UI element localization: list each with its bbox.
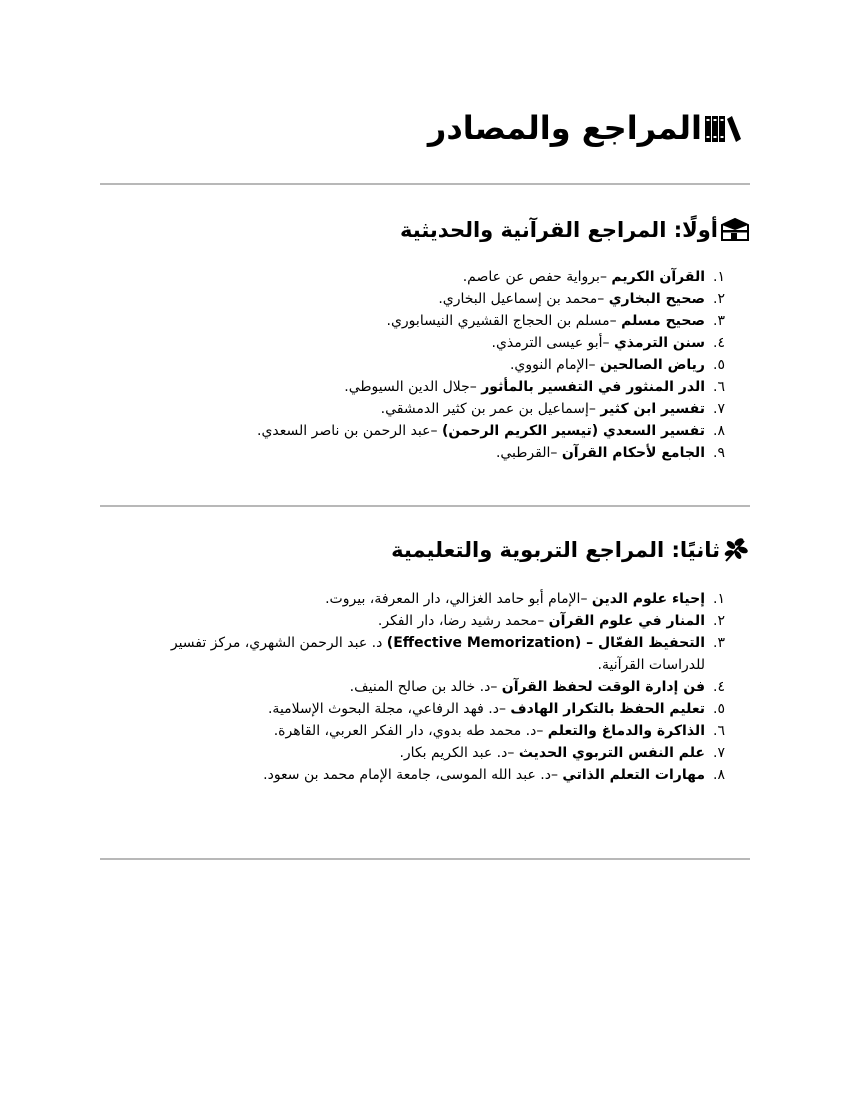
divider — [100, 183, 750, 185]
list-item — [257, 420, 725, 442]
books-icon — [704, 113, 742, 143]
book-author: د. عبد الكريم بكار. — [399, 745, 508, 761]
book-author: جلال الدين السيوطي. — [344, 379, 470, 395]
item-number: ٨. — [713, 423, 725, 439]
book-author: د. خالد بن صالح المنيف. — [349, 679, 491, 695]
book-author: إسماعيل بن عمر بن كثير الدمشقي. — [380, 401, 589, 417]
book-author: د. محمد طه بدوي، دار الفكر العربي، القاهرة. — [273, 723, 537, 739]
book-title: رياض الصالحين — [599, 357, 705, 373]
book-author: الإمام أبو حامد الغزالي، دار المعرفة، بيروت. — [325, 591, 581, 607]
book-author: د. عبد الرحمن الشهري، مركز تفسير للدراسات القرآنية. — [170, 635, 705, 673]
book-author: القرطبي. — [495, 445, 551, 461]
book-title: مهارات التعلم الذاتي — [562, 767, 705, 783]
book-title: سنن الترمذي — [613, 335, 705, 351]
item-number: ٤. — [713, 679, 725, 695]
list-item — [257, 266, 725, 288]
item-number: ٦. — [713, 723, 725, 739]
book-title: صحيح مسلم — [621, 313, 705, 329]
separator: – — [588, 401, 601, 417]
separator: – — [469, 379, 482, 395]
book-author: محمد بن إسماعيل البخاري. — [438, 291, 598, 307]
separator: – — [550, 767, 563, 783]
item-number: ٦. — [713, 379, 725, 395]
kaaba-icon — [720, 217, 750, 243]
references-list-quranic — [257, 266, 725, 464]
item-number: ٣. — [713, 313, 725, 329]
book-title: تفسير السعدي (تيسير الكريم الرحمن) — [441, 423, 705, 439]
list-item — [135, 676, 725, 698]
section-title-educational — [391, 533, 750, 567]
list-item — [135, 742, 725, 764]
references-list-educational — [135, 588, 725, 786]
item-number: ٥. — [713, 357, 725, 373]
book-title: تعليم الحفظ بالتكرار الهادف — [510, 701, 705, 717]
item-number: ٧. — [713, 401, 725, 417]
list-item — [135, 610, 725, 632]
separator: – — [430, 423, 442, 439]
list-item — [257, 354, 725, 376]
item-number: ٧. — [713, 745, 725, 761]
book-title: المنار في علوم القرآن — [548, 613, 705, 629]
book-title: الذاكرة والدماغ والتعلم — [547, 723, 705, 739]
separator: – — [536, 723, 548, 739]
list-item — [257, 376, 725, 398]
separator: – — [550, 445, 562, 461]
separator: – — [490, 679, 502, 695]
book-title: فن إدارة الوقت لحفظ القرآن — [501, 679, 705, 695]
list-item — [135, 698, 725, 720]
item-number: ٢. — [713, 613, 725, 629]
book-author: عبد الرحمن بن ناصر السعدي. — [257, 423, 431, 439]
separator: – — [507, 745, 519, 761]
item-number: ٥. — [713, 701, 725, 717]
item-number: ٣. — [713, 635, 725, 651]
book-title: علم النفس التربوي الحديث — [518, 745, 705, 761]
book-author: مسلم بن الحجاج القشيري النيسابوري. — [386, 313, 610, 329]
book-title: التحفيظ الفعّال – (Effective Memorization) — [386, 635, 705, 651]
list-item — [257, 398, 725, 420]
leaf-icon — [722, 536, 750, 564]
book-title: إحياء علوم الدين — [591, 591, 705, 607]
book-author: الإمام النووي. — [509, 357, 589, 373]
book-title: صحيح البخاري — [608, 291, 705, 307]
list-item — [135, 632, 725, 676]
item-number: ٤. — [713, 335, 725, 351]
list-item — [257, 288, 725, 310]
separator: – — [599, 269, 612, 285]
section-title-text: أولًا: المراجع القرآنية والحديثية — [400, 218, 718, 242]
divider — [100, 858, 750, 860]
list-item — [257, 442, 725, 464]
list-item — [135, 764, 725, 786]
book-author: د. فهد الرفاعي، مجلة البحوث الإسلامية. — [267, 701, 499, 717]
separator: – — [597, 291, 609, 307]
book-title: الدر المنثور في التفسير بالمأثور — [481, 379, 705, 395]
item-number: ٩. — [713, 445, 725, 461]
list-item — [257, 310, 725, 332]
item-number: ٨. — [713, 767, 725, 783]
separator: – — [498, 701, 511, 717]
item-number: ١. — [713, 591, 725, 607]
list-item — [135, 720, 725, 742]
book-author: أبو عيسى الترمذي. — [491, 335, 603, 351]
book-title: الجامع لأحكام القرآن — [561, 445, 705, 461]
book-author: محمد رشيد رضا، دار الفكر. — [377, 613, 538, 629]
book-author: د. عبد الله الموسى، جامعة الإمام محمد بن سعود. — [263, 767, 551, 783]
section-title-text: ثانيًا: المراجع التربوية والتعليمية — [391, 538, 720, 562]
section-title-quranic — [400, 213, 750, 247]
item-number: ٢. — [713, 291, 725, 307]
book-author: برواية حفص عن عاصم. — [462, 269, 600, 285]
book-title: القرآن الكريم — [611, 269, 705, 285]
item-number: ١. — [713, 269, 725, 285]
book-title: تفسير ابن كثير — [600, 401, 705, 417]
divider — [100, 505, 750, 507]
list-item — [135, 588, 725, 610]
separator: – — [602, 335, 614, 351]
separator: – — [537, 613, 549, 629]
page-title-text: المراجع والمصادر — [427, 109, 702, 147]
separator: – — [580, 591, 592, 607]
separator: – — [588, 357, 600, 373]
separator: – — [609, 313, 622, 329]
page-title — [428, 103, 742, 153]
list-item — [257, 332, 725, 354]
